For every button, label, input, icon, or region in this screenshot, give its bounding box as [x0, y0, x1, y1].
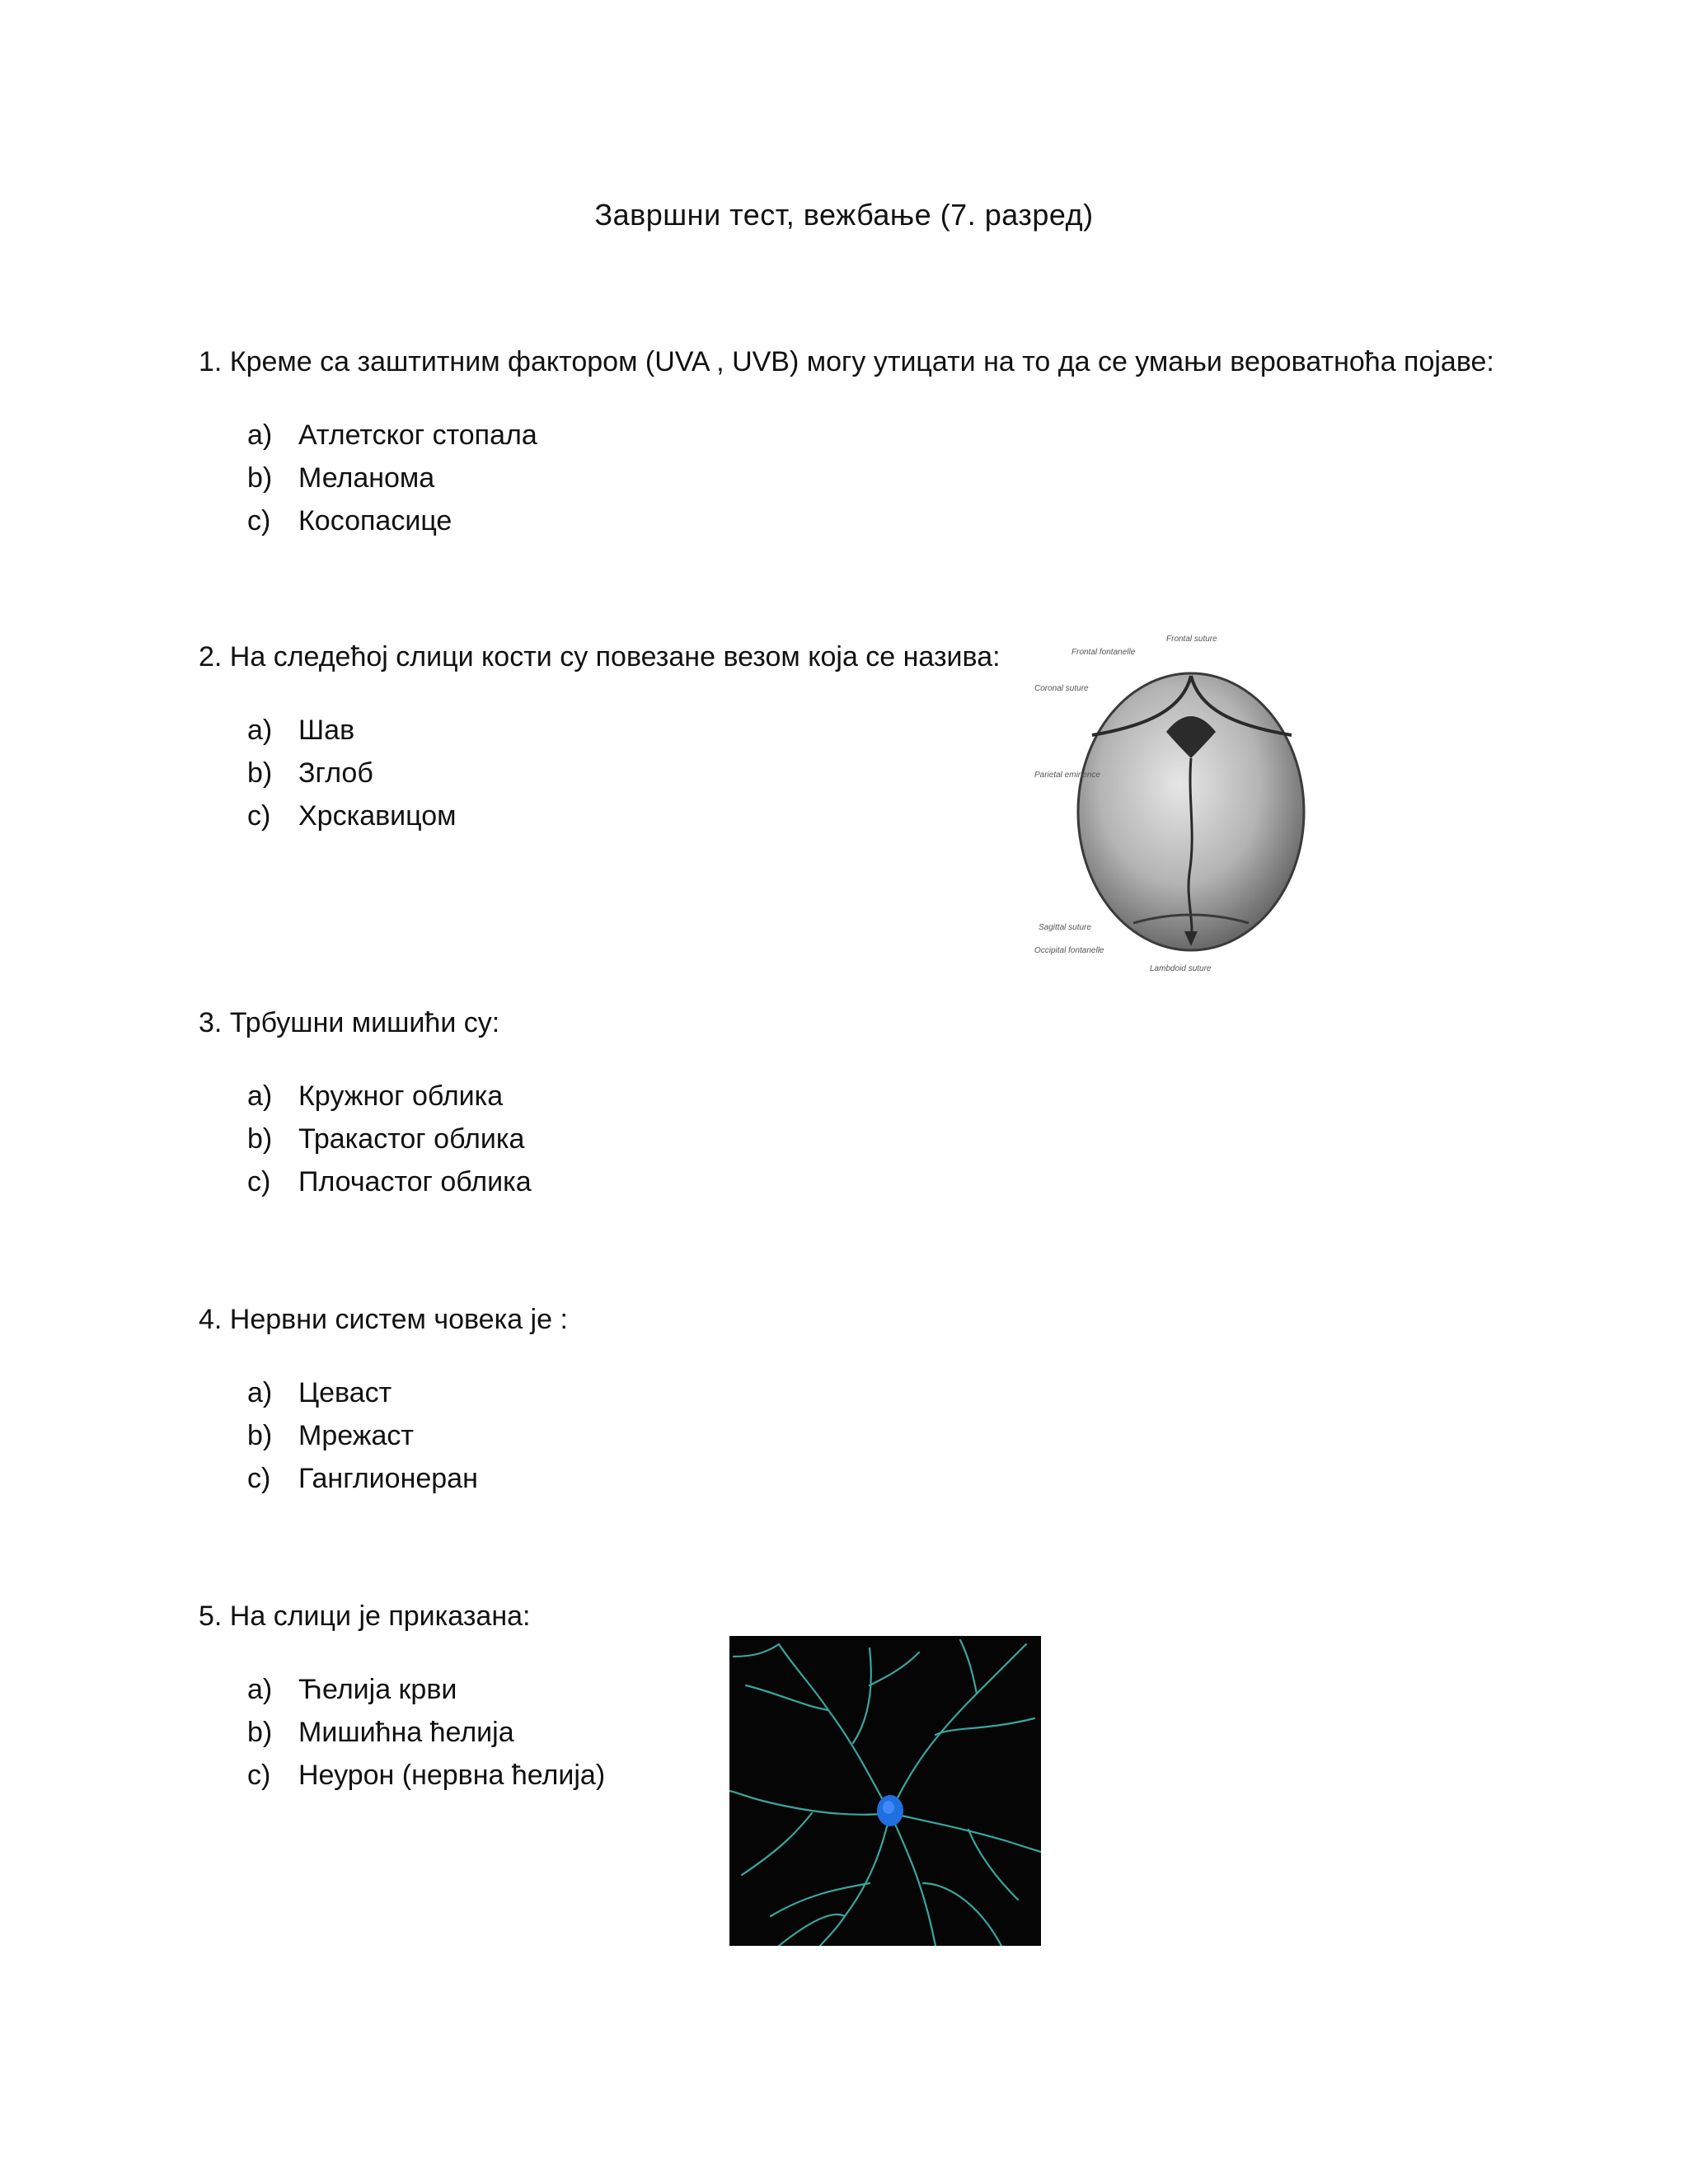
option-text: Цеваст — [298, 1377, 392, 1408]
option-4b — [247, 1414, 478, 1457]
option-letter: c) — [247, 1760, 271, 1791]
option-text: Зглоб — [298, 757, 373, 789]
option-text: Хрскавицом — [298, 800, 457, 832]
neuron-illustration — [729, 1636, 1041, 1946]
option-letter: a) — [247, 715, 273, 746]
option-text: Ћелија крви — [298, 1674, 457, 1705]
question-4-options — [247, 1371, 478, 1500]
option-letter: c) — [247, 1166, 271, 1197]
option-letter: b) — [247, 462, 273, 494]
question-5-text: 5. На слици је приказана: — [199, 1601, 531, 1632]
option-2b — [247, 752, 457, 794]
skull-label: Parietal eminence — [1034, 771, 1101, 780]
option-2c — [247, 794, 457, 837]
option-3b — [247, 1118, 532, 1160]
option-letter: a) — [247, 419, 273, 451]
question-5-options — [247, 1668, 605, 1797]
option-letter: c) — [247, 505, 271, 537]
option-text: Мишићна ћелија — [298, 1717, 514, 1748]
page-title: Завршни тест, вежбање (7. разред) — [594, 198, 1094, 232]
option-letter: b) — [247, 1420, 273, 1451]
question-4-text: 4. Нервни систем човека је : — [199, 1304, 568, 1335]
neuron-image — [729, 1636, 1041, 1946]
option-2a — [247, 709, 457, 752]
option-text: Меланома — [298, 462, 435, 494]
option-text: Шав — [298, 715, 355, 746]
question-3-options — [247, 1075, 532, 1203]
option-1b — [247, 457, 537, 499]
question-3-text: 3. Трбушни мишићи су: — [199, 1007, 500, 1038]
question-1-options — [247, 414, 537, 542]
question-2-options — [247, 709, 457, 837]
option-3a — [247, 1075, 532, 1118]
option-text: Кружног облика — [298, 1080, 504, 1112]
option-text: Неурон (нервна ћелија) — [298, 1760, 606, 1791]
option-4a — [247, 1371, 478, 1414]
option-text: Косопасице — [298, 505, 452, 537]
option-letter: a) — [247, 1080, 273, 1112]
option-text: Тракастог облика — [298, 1123, 525, 1155]
question-1-text: 1. Креме са заштитним фактором (UVA , UVB) могу утицати на то да се умањи вероватноћа појаве: — [199, 346, 1494, 377]
option-letter: b) — [247, 1717, 273, 1748]
option-4c — [247, 1457, 478, 1500]
option-letter: b) — [247, 757, 273, 789]
option-letter: c) — [247, 800, 271, 832]
option-text: Плочастог облика — [298, 1166, 532, 1197]
option-text: Мрежаст — [298, 1420, 414, 1451]
skull-label: Coronal suture — [1034, 684, 1089, 693]
option-letter: a) — [247, 1674, 273, 1705]
option-1c — [247, 499, 537, 542]
skull-label: Lambdoid suture — [1150, 964, 1212, 973]
option-letter: b) — [247, 1123, 273, 1155]
option-letter: a) — [247, 1377, 273, 1408]
option-5c — [247, 1754, 605, 1797]
option-1a — [247, 414, 537, 457]
skull-image — [1034, 635, 1331, 981]
skull-label: Sagittal suture — [1039, 923, 1091, 932]
skull-label: Occipital fontanelle — [1034, 946, 1104, 955]
skull-label: Frontal fontanelle — [1071, 648, 1136, 657]
option-5b — [247, 1711, 605, 1754]
question-2-text: 2. На следећој слици кости су повезане везом која се назива: — [199, 641, 1001, 673]
option-text: Ганглионеран — [298, 1463, 478, 1494]
option-text: Атлетског стопала — [298, 419, 537, 451]
skull-label: Frontal suture — [1166, 635, 1217, 644]
option-5a — [247, 1668, 605, 1711]
option-letter: c) — [247, 1463, 271, 1494]
option-3c — [247, 1160, 532, 1203]
